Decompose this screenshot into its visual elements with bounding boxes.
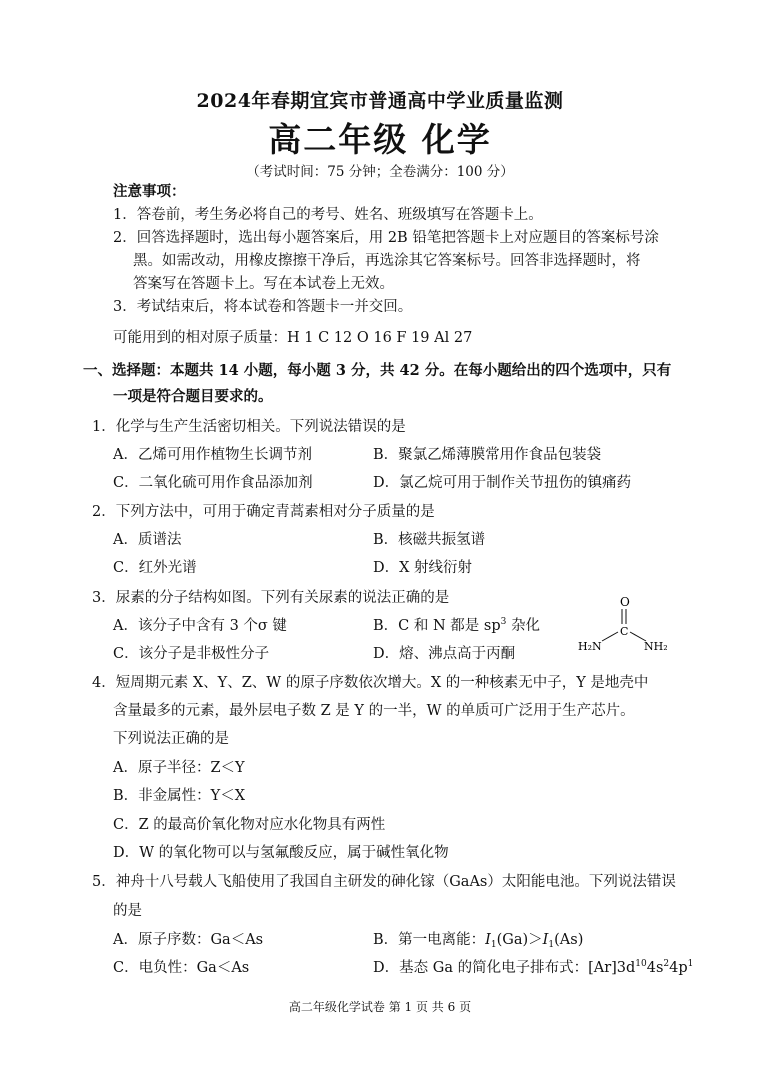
question-3-option-c: C．该分子是非极性分子	[113, 646, 270, 662]
question-1-option-b: B．聚氯乙烯薄膜常用作食品包装袋	[373, 447, 602, 463]
question-1-option-d: D．氯乙烷可用于制作关节扭伤的镇痛药	[373, 475, 632, 491]
notice-item-2-cont: 黑。如需改动，用橡皮擦擦干净后，再选涂其它答案标号。回答非选择题时，将	[133, 253, 641, 269]
question-1-stem: 1．化学与生产生活密切相关。下列说法错误的是	[92, 419, 406, 435]
question-5-stem: 5．神舟十八号载人飞船使用了我国自主研发的砷化镓（GaAs）太阳能电池。下列说法错误	[92, 874, 676, 890]
urea-left-amine-label: H₂N	[578, 640, 602, 653]
ionization-symbol-2: I	[542, 932, 549, 948]
question-5-stem-cont: 的是	[113, 903, 142, 919]
bond-left	[602, 632, 618, 641]
page-footer: 高二年级化学试卷 第 1 页 共 6 页	[288, 1000, 472, 1014]
question-4-stem-cont: 含量最多的元素，最外层电子数 Z 是 Y 的一半，W 的单质可广泛用于生产芯片。	[113, 703, 635, 719]
question-3-option-b	[373, 614, 540, 635]
section-heading: 一、选择题：本题共 14 小题，每小题 3 分，共 42 分。在每小题给出的四个选项中，只有	[83, 362, 672, 379]
question-3-option-d: D．熔、沸点高于丙酮	[373, 646, 516, 662]
question-3-stem: 3．尿素的分子结构如图。下列有关尿素的说法正确的是	[92, 590, 450, 606]
question-4-option-c: C．Z 的最高价氧化物对应水化物具有两性	[113, 817, 386, 833]
question-2-option-a: A．质谱法	[113, 532, 182, 548]
option-b-superscript: 3	[500, 617, 507, 627]
question-5-option-d	[373, 956, 693, 977]
section-heading-cont: 一项是符合题目要求的。	[113, 388, 273, 405]
exam-title: 2024年春期宜宾市普通高中学业质量监测	[196, 90, 564, 112]
question-4-option-d: D．W 的氧化物可以与氢氟酸反应，属于碱性氧化物	[113, 845, 449, 861]
notice-item-2: 2．回答选择题时，选出每小题答案后，用 2B 铅笔把答题卡上对应题目的答案标号涂	[113, 230, 659, 246]
sigma-symbol: σ	[257, 618, 268, 634]
question-4-stem-cont2: 下列说法正确的是	[113, 731, 229, 747]
option-b-tail: 杂化	[506, 618, 540, 634]
ionization-symbol: I	[485, 932, 491, 948]
urea-oxygen-label: O	[620, 595, 630, 609]
notice-item-1: 1．答卷前，考生务必将自己的考号、姓名、班级填写在答题卡上。	[113, 207, 543, 223]
question-2-option-b: B．核磁共振氢谱	[373, 532, 486, 548]
urea-carbon-label: C	[620, 625, 629, 638]
option-a-text: A．该分子中含有 3 个	[113, 618, 258, 634]
notice-item-2-cont2: 答案写在答题卡上。写在本试卷上无效。	[133, 276, 394, 292]
question-4-option-a: A．原子半径：Z＜Y	[113, 760, 245, 776]
option-b-mid: (Ga)＞	[496, 932, 543, 948]
ionization-subscript-2: 1	[548, 940, 555, 950]
question-4-stem: 4．短周期元素 X、Y、Z、W 的原子序数依次增大。X 的一种核素无中子，Y 是地壳中	[92, 675, 649, 691]
urea-right-amine-label: NH₂	[644, 640, 668, 653]
question-1-option-a: A．乙烯可用作植物生长调节剂	[113, 447, 312, 463]
exam-time-info: （考试时间：75 分钟；全卷满分：100 分）	[246, 164, 514, 180]
ionization-subscript: 1	[490, 940, 497, 950]
question-2-option-c: C．红外光谱	[113, 560, 197, 576]
question-2-stem: 2．下列方法中，可用于确定青蒿素相对分子质量的是	[92, 504, 435, 520]
option-b-text: B．C 和 N 都是 sp	[373, 618, 501, 634]
atomic-masses: 可能用到的相对原子质量：H 1 C 12 O 16 F 19 Al 27	[113, 330, 473, 346]
question-3-option-a	[113, 614, 287, 635]
config-part-2: 4s	[646, 960, 664, 976]
question-5-option-b	[373, 928, 583, 949]
config-superscript-1: 10	[635, 959, 647, 969]
question-5-option-c: C．电负性：Ga＜As	[113, 960, 250, 976]
config-superscript-3: 1	[687, 959, 694, 969]
question-1-option-c: C．二氧化硫可用作食品添加剂	[113, 475, 313, 491]
config-superscript-2: 2	[663, 959, 670, 969]
config-part-3: 4p	[669, 960, 688, 976]
notice-item-3: 3．考试结束后，将本试卷和答题卡一并交回。	[113, 299, 413, 315]
option-b-text: B．第一电离能：	[373, 932, 486, 948]
option-d-text: D．基态 Ga 的简化电子排布式：[Ar]3d	[373, 960, 636, 976]
question-4-option-b: B．非金属性：Y＜X	[113, 788, 246, 804]
urea-structure-figure	[576, 592, 676, 654]
question-5-option-a: A．原子序数：Ga＜As	[113, 932, 264, 948]
option-a-tail: 键	[267, 618, 287, 634]
option-b-tail: (As)	[554, 932, 584, 948]
question-2-option-d: D．X 射线衍射	[373, 560, 473, 576]
subject-title: 高二年级 化学	[268, 120, 492, 159]
notice-heading: 注意事项：	[113, 183, 186, 200]
